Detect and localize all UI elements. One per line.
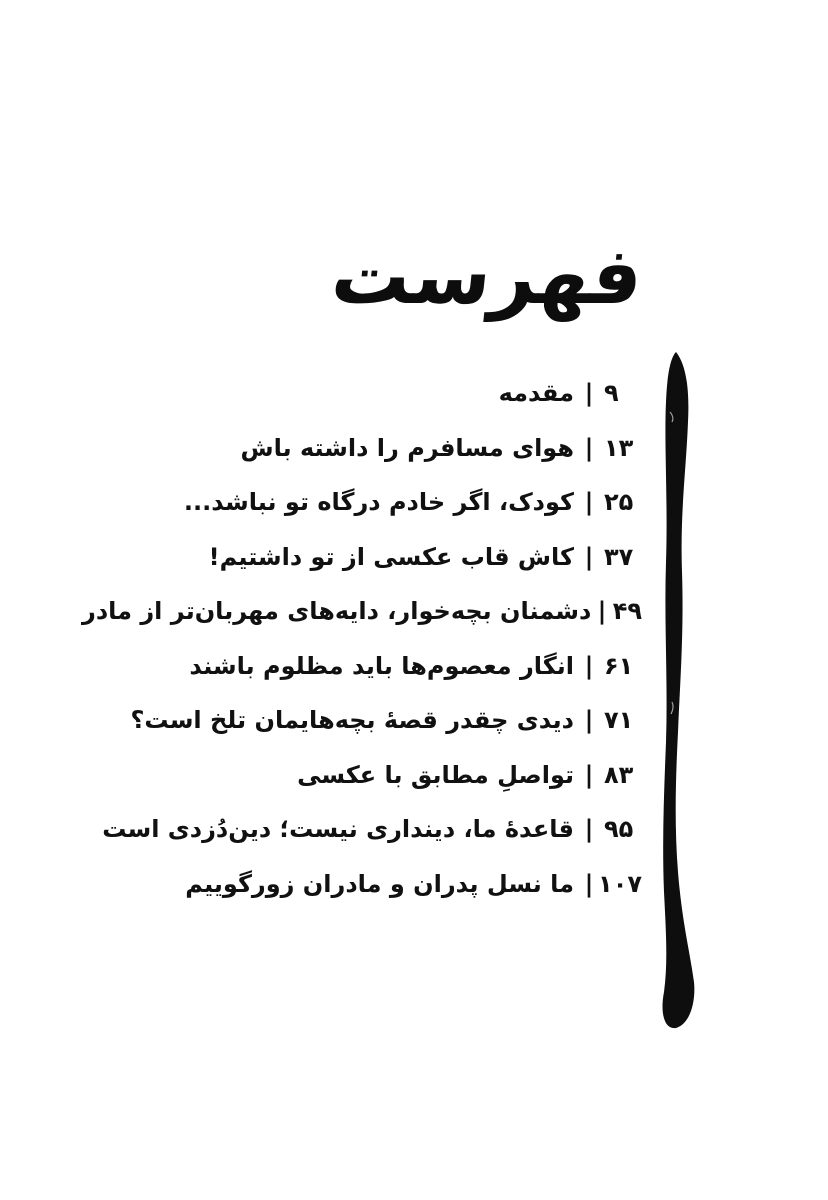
toc-page-number: ۱۳ — [604, 433, 634, 462]
toc-page-number: ۲۵ — [604, 488, 634, 517]
toc-page-number: ۷۱ — [604, 706, 634, 735]
toc-separator: | — [584, 815, 594, 844]
page-title: فهرست — [326, 232, 647, 322]
toc-separator: | — [584, 760, 594, 789]
toc-entry[interactable] — [82, 693, 642, 748]
toc-entry-title: کاش قاب عکسی از تو داشتیم! — [208, 542, 574, 571]
toc-entry[interactable] — [82, 475, 642, 530]
toc-separator: | — [584, 433, 594, 462]
toc-separator: | — [584, 379, 594, 408]
toc-separator: | — [584, 542, 594, 571]
toc-separator: | — [584, 706, 594, 735]
toc-entry[interactable] — [82, 857, 642, 912]
toc-page-number: ۳۷ — [604, 542, 634, 571]
toc-separator: | — [584, 651, 594, 680]
toc-entry-title: تواصلِ مطابق با عکسی — [297, 760, 574, 789]
toc-page-number: ۹ — [604, 379, 619, 408]
toc-entry[interactable] — [82, 584, 642, 639]
toc-entry[interactable] — [82, 639, 642, 694]
toc-page-number: ۴۹ — [612, 597, 642, 626]
toc-entry-title: هوای مسافرم را داشته باش — [240, 433, 574, 462]
brush-stroke-decoration — [650, 352, 710, 1032]
toc-entry-title: مقدمه — [498, 379, 574, 408]
toc-entry[interactable] — [82, 366, 642, 421]
toc-page-number: ۸۳ — [604, 760, 634, 789]
toc-entry-title: دیدی چقدر قصهٔ بچه‌هایمان تلخ است؟ — [130, 706, 574, 735]
toc-separator: | — [584, 869, 594, 898]
toc-entry-title: دشمنان بچه‌خوار، دایه‌های مهربان‌تر از مادر — [82, 597, 592, 626]
toc-entry-title: کودک، اگر خادم درگاه تو نباشد... — [183, 488, 574, 517]
toc-page-number: ۶۱ — [604, 651, 634, 680]
toc-entry-title: قاعدهٔ ما، دینداری نیست؛ دین‌دُزدی است — [102, 815, 574, 844]
toc-entry[interactable] — [82, 802, 642, 857]
toc-entry[interactable] — [82, 748, 642, 803]
toc-page-number: ۹۵ — [604, 815, 634, 844]
toc-entry-title: ما نسل پدران و مادران زورگوییم — [185, 869, 574, 898]
toc-entry-title: انگار معصوم‌ها باید مظلوم باشند — [189, 651, 574, 680]
toc-separator: | — [597, 597, 607, 626]
toc-list — [82, 366, 642, 911]
toc-entry[interactable] — [82, 421, 642, 476]
toc-entry[interactable] — [82, 530, 642, 585]
toc-separator: | — [584, 488, 594, 517]
toc-page-number: ۱۰۷ — [598, 869, 642, 898]
